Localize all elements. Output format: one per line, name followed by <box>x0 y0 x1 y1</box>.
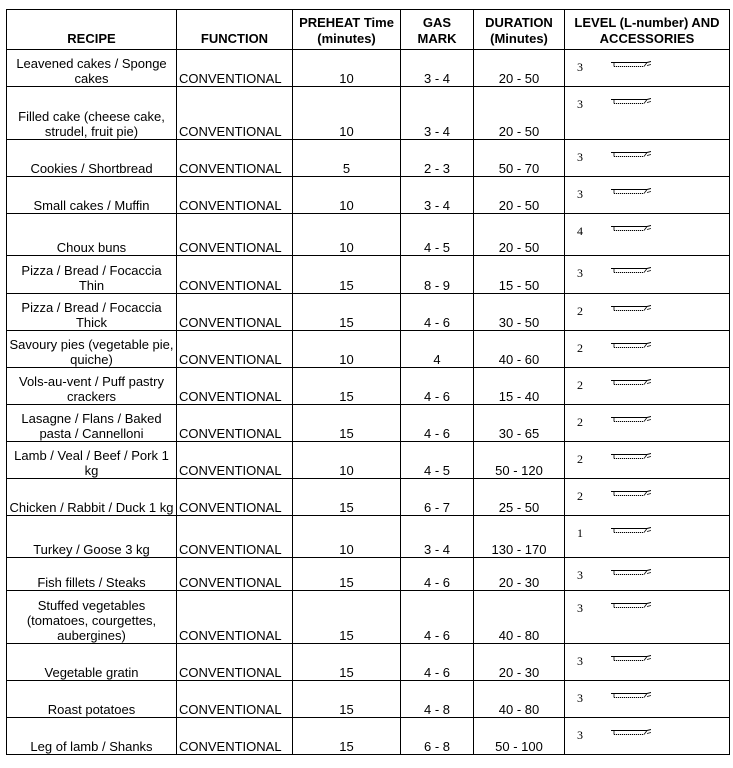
preheat-cell: 15 <box>293 479 401 516</box>
duration-cell: 30 - 50 <box>474 294 565 331</box>
level-number: 3 <box>577 568 583 582</box>
duration-cell: 50 - 120 <box>474 442 565 479</box>
header-row <box>7 10 730 50</box>
preheat-cell: 10 <box>293 177 401 214</box>
duration-cell: 20 - 50 <box>474 177 565 214</box>
duration-cell: 30 - 65 <box>474 405 565 442</box>
header-gas-mark: GAS MARK <box>401 10 474 50</box>
recipe-cell: Chicken / Rabbit / Duck 1 kg <box>7 479 177 516</box>
gas-mark-cell: 3 - 4 <box>401 177 474 214</box>
level-number: 2 <box>577 452 583 466</box>
gas-mark-cell: 3 - 4 <box>401 87 474 140</box>
duration-cell: 130 - 170 <box>474 516 565 558</box>
recipe-cell: Roast potatoes <box>7 681 177 718</box>
level-number: 3 <box>577 150 583 164</box>
recipe-cell: Turkey / Goose 3 kg <box>7 516 177 558</box>
table-row <box>7 331 730 368</box>
preheat-cell: 10 <box>293 50 401 87</box>
recipe-cell: Filled cake (cheese cake, strudel, fruit pie) <box>7 87 177 140</box>
table-row <box>7 87 730 140</box>
function-cell: CONVENTIONAL <box>177 331 293 368</box>
preheat-cell: 15 <box>293 644 401 681</box>
table-row <box>7 405 730 442</box>
oven-rack-tray-icon <box>611 569 651 577</box>
oven-rack-tray-icon <box>611 692 651 700</box>
function-cell: CONVENTIONAL <box>177 140 293 177</box>
function-cell: CONVENTIONAL <box>177 87 293 140</box>
preheat-cell: 5 <box>293 140 401 177</box>
recipe-cell: Vegetable gratin <box>7 644 177 681</box>
level-number: 2 <box>577 378 583 392</box>
duration-cell: 20 - 50 <box>474 50 565 87</box>
recipe-cell: Fish fillets / Steaks <box>7 558 177 591</box>
level-cell <box>565 87 730 140</box>
level-cell <box>565 50 730 87</box>
function-cell: CONVENTIONAL <box>177 368 293 405</box>
level-number: 3 <box>577 97 583 111</box>
gas-mark-cell: 4 - 8 <box>401 681 474 718</box>
level-number: 2 <box>577 415 583 429</box>
table-row <box>7 214 730 256</box>
oven-rack-tray-icon <box>611 342 651 350</box>
level-number: 3 <box>577 60 583 74</box>
duration-cell: 40 - 80 <box>474 681 565 718</box>
oven-rack-tray-icon <box>611 602 651 610</box>
function-cell: CONVENTIONAL <box>177 681 293 718</box>
preheat-cell: 10 <box>293 442 401 479</box>
oven-rack-tray-icon <box>611 490 651 498</box>
duration-cell: 40 - 80 <box>474 591 565 644</box>
level-number: 3 <box>577 187 583 201</box>
level-number: 3 <box>577 654 583 668</box>
oven-rack-tray-icon <box>611 453 651 461</box>
level-cell <box>565 479 730 516</box>
level-cell <box>565 214 730 256</box>
gas-mark-cell: 4 <box>401 331 474 368</box>
function-cell: CONVENTIONAL <box>177 644 293 681</box>
gas-mark-cell: 6 - 7 <box>401 479 474 516</box>
level-cell <box>565 368 730 405</box>
recipe-cell: Vols-au-vent / Puff pastry crackers <box>7 368 177 405</box>
cooking-table <box>6 9 730 755</box>
oven-rack-tray-icon <box>611 655 651 663</box>
table-row <box>7 591 730 644</box>
duration-cell: 50 - 100 <box>474 718 565 755</box>
gas-mark-cell: 4 - 6 <box>401 405 474 442</box>
oven-rack-tray-icon <box>611 729 651 737</box>
oven-rack-tray-icon <box>611 188 651 196</box>
level-number: 3 <box>577 691 583 705</box>
duration-cell: 20 - 30 <box>474 644 565 681</box>
level-number: 2 <box>577 489 583 503</box>
table-row <box>7 644 730 681</box>
gas-mark-cell: 3 - 4 <box>401 516 474 558</box>
duration-cell: 15 - 50 <box>474 256 565 294</box>
recipe-cell: Pizza / Bread / Focaccia Thin <box>7 256 177 294</box>
function-cell: CONVENTIONAL <box>177 479 293 516</box>
preheat-cell: 15 <box>293 405 401 442</box>
table-row <box>7 479 730 516</box>
function-cell: CONVENTIONAL <box>177 294 293 331</box>
header-level: LEVEL (L-number) AND ACCESSORIES <box>565 10 730 50</box>
function-cell: CONVENTIONAL <box>177 591 293 644</box>
table-row <box>7 681 730 718</box>
level-cell <box>565 718 730 755</box>
level-number: 2 <box>577 341 583 355</box>
level-cell <box>565 591 730 644</box>
level-number: 1 <box>577 526 583 540</box>
table-row <box>7 368 730 405</box>
table-row <box>7 718 730 755</box>
level-cell <box>565 644 730 681</box>
header-duration: DURATION (Minutes) <box>474 10 565 50</box>
table-row <box>7 442 730 479</box>
level-number: 3 <box>577 728 583 742</box>
level-cell <box>565 177 730 214</box>
level-number: 2 <box>577 304 583 318</box>
level-cell <box>565 140 730 177</box>
duration-cell: 20 - 50 <box>474 87 565 140</box>
duration-cell: 50 - 70 <box>474 140 565 177</box>
level-number: 3 <box>577 601 583 615</box>
oven-rack-tray-icon <box>611 225 651 233</box>
recipe-cell: Cookies / Shortbread <box>7 140 177 177</box>
oven-rack-tray-icon <box>611 416 651 424</box>
duration-cell: 20 - 50 <box>474 214 565 256</box>
function-cell: CONVENTIONAL <box>177 50 293 87</box>
recipe-cell: Choux buns <box>7 214 177 256</box>
recipe-cell: Stuffed vegetables (tomatoes, courgettes, aubergines) <box>7 591 177 644</box>
level-cell <box>565 681 730 718</box>
header-recipe: RECIPE <box>7 10 177 50</box>
table-body <box>7 50 730 755</box>
preheat-cell: 10 <box>293 214 401 256</box>
preheat-cell: 10 <box>293 516 401 558</box>
preheat-cell: 15 <box>293 718 401 755</box>
table-row <box>7 50 730 87</box>
level-number: 4 <box>577 224 583 238</box>
gas-mark-cell: 4 - 6 <box>401 368 474 405</box>
gas-mark-cell: 4 - 6 <box>401 644 474 681</box>
level-number: 3 <box>577 266 583 280</box>
table-row <box>7 177 730 214</box>
function-cell: CONVENTIONAL <box>177 256 293 294</box>
level-cell <box>565 442 730 479</box>
function-cell: CONVENTIONAL <box>177 516 293 558</box>
duration-cell: 20 - 30 <box>474 558 565 591</box>
recipe-cell: Leg of lamb / Shanks <box>7 718 177 755</box>
function-cell: CONVENTIONAL <box>177 177 293 214</box>
oven-rack-tray-icon <box>611 305 651 313</box>
table-row <box>7 294 730 331</box>
header-function: FUNCTION <box>177 10 293 50</box>
preheat-cell: 15 <box>293 294 401 331</box>
oven-rack-tray-icon <box>611 527 651 535</box>
oven-rack-tray-icon <box>611 267 651 275</box>
gas-mark-cell: 4 - 6 <box>401 591 474 644</box>
function-cell: CONVENTIONAL <box>177 214 293 256</box>
function-cell: CONVENTIONAL <box>177 442 293 479</box>
function-cell: CONVENTIONAL <box>177 558 293 591</box>
level-cell <box>565 294 730 331</box>
recipe-cell: Leavened cakes / Sponge cakes <box>7 50 177 87</box>
oven-rack-tray-icon <box>611 151 651 159</box>
gas-mark-cell: 4 - 5 <box>401 214 474 256</box>
gas-mark-cell: 6 - 8 <box>401 718 474 755</box>
level-cell <box>565 331 730 368</box>
preheat-cell: 15 <box>293 591 401 644</box>
gas-mark-cell: 8 - 9 <box>401 256 474 294</box>
level-cell <box>565 558 730 591</box>
table-row <box>7 256 730 294</box>
table-row <box>7 558 730 591</box>
table-row <box>7 516 730 558</box>
duration-cell: 40 - 60 <box>474 331 565 368</box>
level-cell <box>565 516 730 558</box>
function-cell: CONVENTIONAL <box>177 718 293 755</box>
recipe-cell: Small cakes / Muffin <box>7 177 177 214</box>
duration-cell: 25 - 50 <box>474 479 565 516</box>
oven-rack-tray-icon <box>611 61 651 69</box>
oven-rack-tray-icon <box>611 98 651 106</box>
preheat-cell: 15 <box>293 558 401 591</box>
gas-mark-cell: 4 - 5 <box>401 442 474 479</box>
gas-mark-cell: 2 - 3 <box>401 140 474 177</box>
recipe-cell: Pizza / Bread / Focaccia Thick <box>7 294 177 331</box>
duration-cell: 15 - 40 <box>474 368 565 405</box>
preheat-cell: 10 <box>293 331 401 368</box>
level-cell <box>565 405 730 442</box>
recipe-cell: Lasagne / Flans / Baked pasta / Cannelloni <box>7 405 177 442</box>
table-row <box>7 140 730 177</box>
oven-rack-tray-icon <box>611 379 651 387</box>
recipe-cell: Savoury pies (vegetable pie, quiche) <box>7 331 177 368</box>
preheat-cell: 15 <box>293 256 401 294</box>
gas-mark-cell: 4 - 6 <box>401 558 474 591</box>
header-preheat: PREHEAT Time (minutes) <box>293 10 401 50</box>
recipe-cell: Lamb / Veal / Beef / Pork 1 kg <box>7 442 177 479</box>
preheat-cell: 15 <box>293 368 401 405</box>
function-cell: CONVENTIONAL <box>177 405 293 442</box>
gas-mark-cell: 3 - 4 <box>401 50 474 87</box>
preheat-cell: 10 <box>293 87 401 140</box>
gas-mark-cell: 4 - 6 <box>401 294 474 331</box>
preheat-cell: 15 <box>293 681 401 718</box>
level-cell <box>565 256 730 294</box>
